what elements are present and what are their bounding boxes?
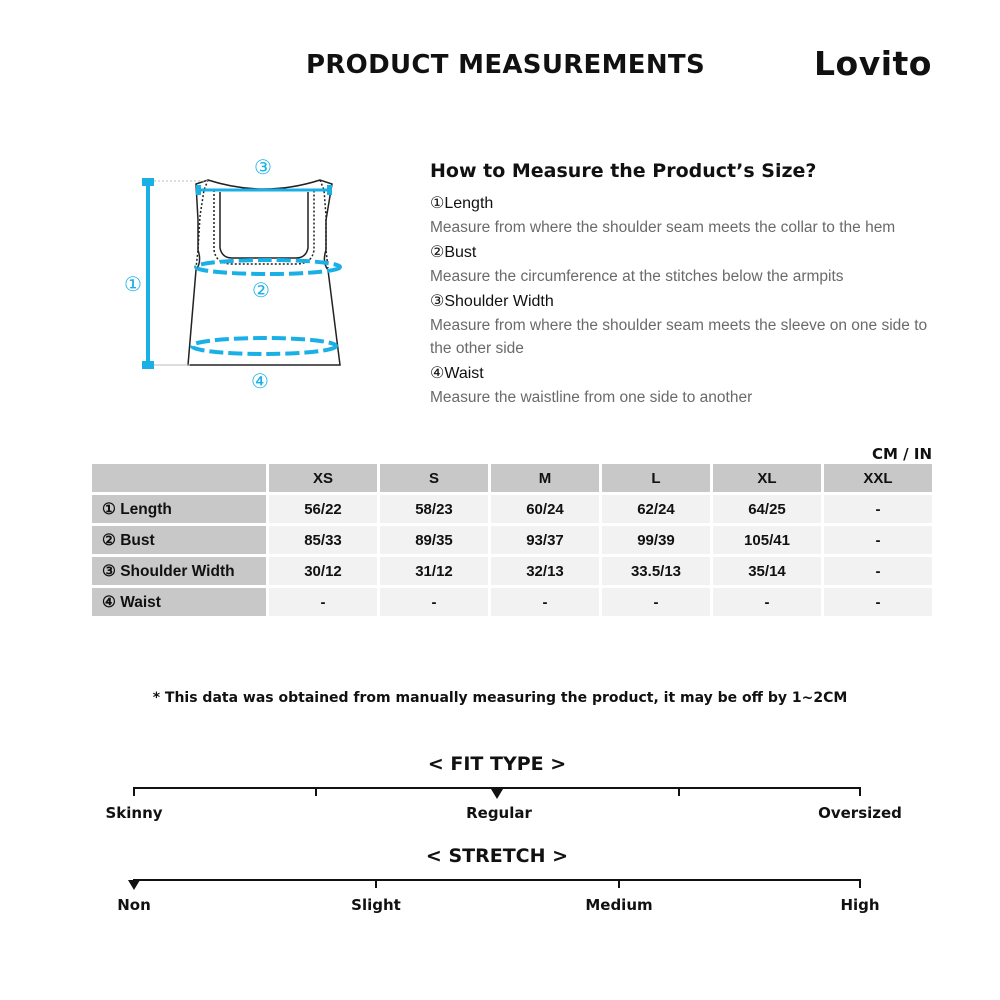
stretch-marker: [128, 880, 140, 890]
size-header: XXL: [824, 464, 932, 492]
measure-description: Measure from where the shoulder seam meets the sleeve on one side to the other side: [430, 317, 928, 357]
table-cell: 30/12: [269, 557, 377, 585]
table-cell: -: [269, 588, 377, 616]
table-cell: -: [602, 588, 710, 616]
fit-type-tick: [859, 787, 861, 796]
measure-item-waist: [430, 364, 950, 409]
size-header: S: [380, 464, 488, 492]
table-cell: -: [824, 495, 932, 523]
table-cell: -: [824, 526, 932, 554]
measure-description: Measure the circumference at the stitches below the armpits: [430, 268, 844, 285]
table-cell: 56/22: [269, 495, 377, 523]
size-header: M: [491, 464, 599, 492]
stretch-scale-line: [133, 879, 861, 881]
fit-type-marker: [491, 789, 503, 799]
size-chart-table: [89, 461, 935, 619]
table-cell: 32/13: [491, 557, 599, 585]
table-header-row: [92, 464, 932, 492]
garment-diagram: [100, 150, 360, 400]
marker-shoulder: ③: [254, 155, 272, 179]
fit-label-skinny: Skinny: [105, 804, 163, 822]
measure-label: ④Waist: [430, 365, 484, 382]
table-cell: -: [380, 588, 488, 616]
brand-logo: Lovito: [814, 44, 932, 83]
stretch-tick: [859, 879, 861, 888]
unit-label: CM / IN: [872, 445, 932, 463]
table-cell: -: [824, 557, 932, 585]
measure-item-shoulder-width: [430, 292, 950, 360]
table-cell: 33.5/13: [602, 557, 710, 585]
fit-type-tick: [315, 787, 317, 796]
table-row: [92, 526, 932, 554]
marker-bust: ②: [252, 278, 270, 302]
table-cell: 31/12: [380, 557, 488, 585]
table-cell: 35/14: [713, 557, 821, 585]
table-cell: 93/37: [491, 526, 599, 554]
measure-description: Measure from where the shoulder seam meets the collar to the hem: [430, 219, 896, 236]
stretch-title: < STRETCH >: [425, 845, 569, 867]
row-label: ② Bust: [92, 526, 266, 554]
fit-type-title: < FIT TYPE >: [427, 753, 567, 775]
size-header: L: [602, 464, 710, 492]
table-cell: -: [824, 588, 932, 616]
measure-label: ③Shoulder Width: [430, 293, 554, 310]
table-cell: 60/24: [491, 495, 599, 523]
table-cell: 99/39: [602, 526, 710, 554]
measure-item-length: [430, 194, 950, 239]
row-label: ④ Waist: [92, 588, 266, 616]
measure-item-bust: [430, 243, 950, 288]
fit-label-regular: Regular: [466, 804, 532, 822]
table-cell: 89/35: [380, 526, 488, 554]
measure-label: ①Length: [430, 195, 494, 212]
table-cell: -: [491, 588, 599, 616]
footnote: * This data was obtained from manually measuring the product, it may be off by 1~2CM: [152, 690, 848, 706]
page-title: PRODUCT MEASUREMENTS: [306, 50, 705, 80]
how-to-measure-list: [430, 194, 950, 413]
size-header: XS: [269, 464, 377, 492]
stretch-label-medium: Medium: [585, 896, 653, 914]
fit-label-oversized: Oversized: [818, 804, 902, 822]
marker-waist: ④: [251, 369, 269, 393]
measure-description: Measure the waistline from one side to another: [430, 389, 753, 406]
how-to-measure-heading: How to Measure the Product’s Size?: [430, 160, 817, 182]
stretch-label-high: High: [840, 896, 880, 914]
table-cell: 105/41: [713, 526, 821, 554]
stretch-label-slight: Slight: [351, 896, 401, 914]
row-label: ① Length: [92, 495, 266, 523]
size-header: XL: [713, 464, 821, 492]
table-cell: 62/24: [602, 495, 710, 523]
table-cell: 58/23: [380, 495, 488, 523]
table-corner: [92, 464, 266, 492]
table-row: [92, 588, 932, 616]
stretch-label-non: Non: [117, 896, 151, 914]
stretch-tick: [375, 879, 377, 888]
row-label: ③ Shoulder Width: [92, 557, 266, 585]
fit-type-tick: [133, 787, 135, 796]
table-row: [92, 557, 932, 585]
table-cell: 64/25: [713, 495, 821, 523]
measure-label: ②Bust: [430, 244, 477, 261]
stretch-tick: [618, 879, 620, 888]
marker-length: ①: [124, 272, 142, 296]
table-row: [92, 495, 932, 523]
table-cell: -: [713, 588, 821, 616]
table-cell: 85/33: [269, 526, 377, 554]
fit-type-tick: [678, 787, 680, 796]
